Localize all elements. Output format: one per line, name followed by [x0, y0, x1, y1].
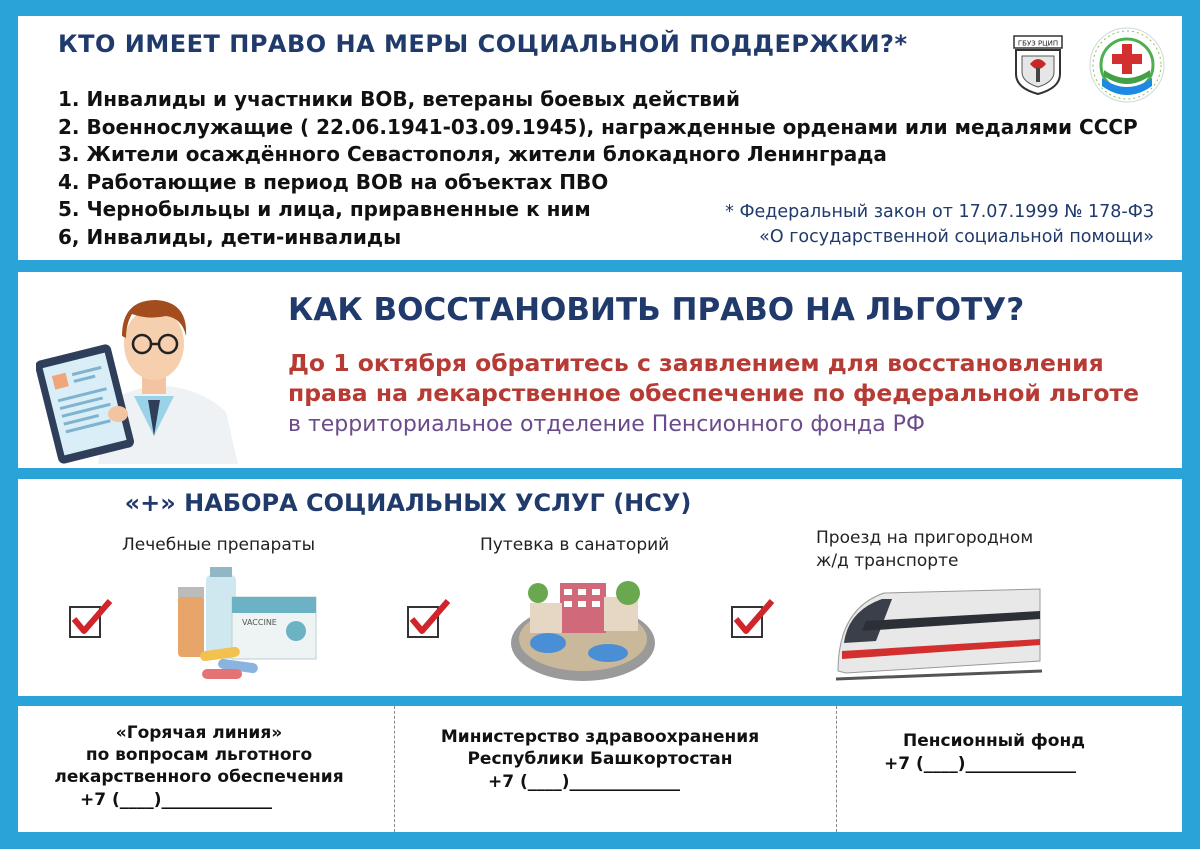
medicines-icon — [174, 565, 324, 687]
pension-phone: +7 (____)_____________ — [884, 754, 1077, 774]
contacts-panel — [18, 706, 1182, 832]
law-line-2: «О государственной социальной помощи» — [759, 227, 1154, 247]
law-reference — [725, 200, 1154, 250]
list-item: 4. Работающие в период ВОВ на объектах ПВО — [58, 169, 609, 194]
service-label-train-line-1: Проезд на пригородном — [816, 528, 1034, 548]
list-item: 2. Военнослужащие ( 22.06.1941-03.09.1945), награжденные орденами или медалями СССР — [58, 114, 1138, 139]
train-icon — [836, 581, 1042, 681]
law-line-1: * Федеральный закон от 17.07.1999 № 178-ФЗ — [725, 202, 1154, 222]
hospital-emblem-logo — [1008, 30, 1068, 96]
service-label-train-line-2: ж/д транспорте — [816, 551, 959, 571]
ministry-logo — [1088, 26, 1166, 104]
restore-right-panel — [18, 272, 1182, 468]
doctor-illustration — [36, 286, 246, 464]
deadline-line-1: До 1 октября обратитесь с заявлением для восстановления — [288, 349, 1104, 377]
divider — [836, 706, 837, 832]
deadline-line-2: права на лекарственное обеспечение по федеральной льготе — [288, 379, 1140, 407]
ministry-block — [418, 726, 782, 770]
list-item: 1. Инвалиды и участники ВОВ, ветераны боевых действий — [58, 87, 740, 111]
service-label-sanatorium: Путевка в санаторий — [480, 535, 670, 555]
divider — [394, 706, 395, 832]
pension-line-1: Пенсионный фонд — [903, 731, 1085, 751]
services-title: «+» НАБОРА СОЦИАЛЬНЫХ УСЛУГ (НСУ) — [124, 489, 692, 517]
checkbox-checked-icon — [406, 599, 450, 639]
hotline-block — [18, 722, 380, 788]
hotline-phone: +7 (____)_____________ — [80, 790, 273, 810]
hotline-line-1: «Горячая линия» — [115, 723, 283, 743]
checkbox-checked-icon — [730, 599, 774, 639]
list-item: 5. Чернобыльцы и лица, приравненные к ним — [58, 197, 591, 221]
ministry-line-1: Министерство здравоохранения — [440, 727, 760, 747]
pension-office-line: в территориальное отделение Пенсионного фонда РФ — [288, 412, 925, 437]
hotline-line-3: лекарственного обеспечения — [54, 767, 344, 787]
checkbox-checked-icon — [68, 599, 112, 639]
restore-title: КАК ВОССТАНОВИТЬ ПРАВО НА ЛЬГОТУ? — [288, 292, 1025, 328]
list-item: 6, Инвалиды, дети-инвалиды — [58, 224, 402, 249]
list-item: 3. Жители осаждённого Севастополя, жители блокадного Ленинграда — [58, 142, 887, 166]
ministry-phone: +7 (____)_____________ — [488, 772, 681, 792]
logo1-text: ГБУЗ РЦИП — [1017, 39, 1059, 48]
eligibility-panel — [18, 16, 1182, 260]
sanatorium-icon — [508, 563, 658, 685]
social-services-panel — [18, 479, 1182, 696]
hotline-line-2: по вопросам льготного — [85, 745, 313, 765]
ministry-line-2: Республики Башкортостан — [467, 749, 733, 769]
vaccine-label: VACCINE — [242, 618, 277, 627]
eligibility-title: КТО ИМЕЕТ ПРАВО НА МЕРЫ СОЦИАЛЬНОЙ ПОДДЕРЖКИ?* — [58, 30, 908, 58]
service-label-train — [816, 527, 1033, 573]
pension-block — [878, 730, 1110, 752]
deadline-instruction — [288, 348, 1139, 408]
service-label-medicines: Лечебные препараты — [122, 535, 316, 555]
